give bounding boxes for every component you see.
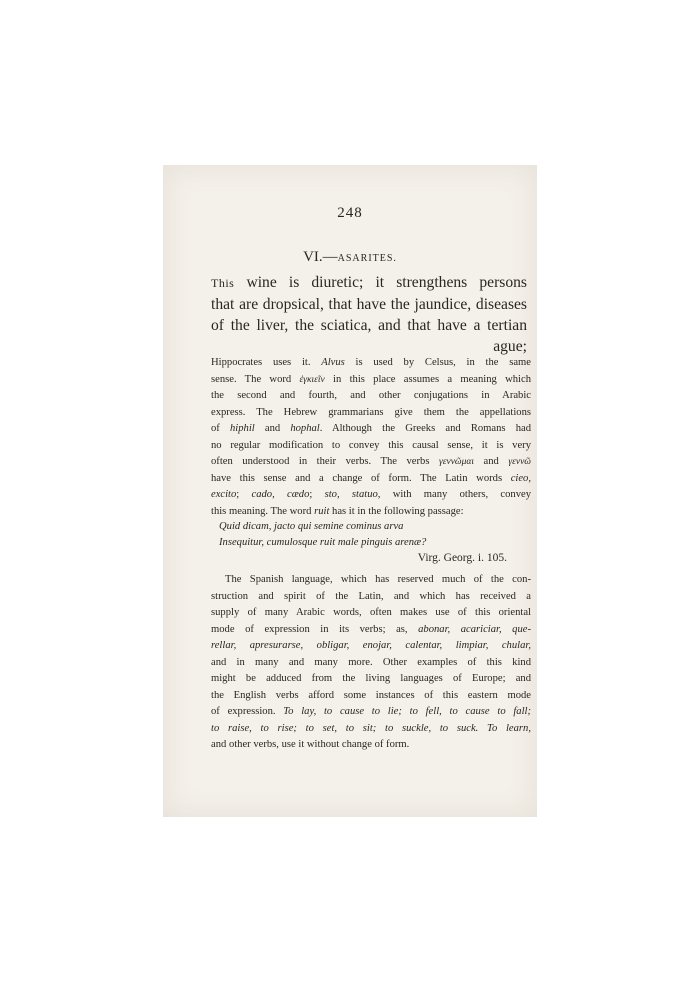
text-line <box>211 355 531 372</box>
text-run: often understood in their verbs. The verbs <box>211 456 439 467</box>
text-run: Hippocrates uses it. <box>211 357 322 368</box>
footnote-paragraph-1 <box>211 355 531 520</box>
text-run: might be adduced from the living languages of Europe; and <box>211 673 531 684</box>
text-line <box>211 688 531 705</box>
italic-run: hiphil <box>229 423 255 434</box>
text-line <box>211 737 531 754</box>
text-run: and in many and many more. Other examples of this kind <box>211 656 531 668</box>
text-run: express. The Hebrew grammarians give them the appellations <box>211 406 531 418</box>
greek-word: ἐγκιεῖν <box>299 374 325 385</box>
text-run: the English verbs afford some instances of this eastern mode <box>211 689 531 701</box>
footnote-paragraph-2 <box>211 572 531 754</box>
section-title: ASARITES. <box>337 253 397 264</box>
text-line <box>211 622 531 639</box>
text-run: the second and fourth, and other conjugations in Arabic <box>211 390 531 401</box>
text-line <box>211 605 531 622</box>
main-line: that are dropsical, that have the jaundice, diseases <box>211 296 527 313</box>
main-paragraph <box>211 272 527 357</box>
main-line: of the liver, the sciatica, and that have a tertian <box>211 317 527 334</box>
text-run: has it in the following passage: <box>329 505 464 517</box>
italic-run: sto, statuo, <box>324 489 381 500</box>
text-line <box>211 589 531 606</box>
italic-run: To learn, <box>487 722 531 734</box>
text-line <box>211 504 531 521</box>
text-run: have this sense and a change of form. The Latin words <box>211 472 511 484</box>
text-run: of expression. <box>211 706 284 717</box>
text-run: no regular modification to convey this causal sense, it is very <box>211 439 531 451</box>
italic-run: hophal <box>290 423 320 434</box>
text-run: supply of many Arabic words, often makes use of this oriental <box>211 607 531 618</box>
page-number: 248 <box>337 205 363 221</box>
text-line <box>211 372 531 389</box>
text-run <box>478 723 487 734</box>
quote-line: Quid dicam, jacto qui semine cominus arva <box>219 521 404 532</box>
text-run: is used by Celsus, in the same <box>344 357 531 368</box>
text-line <box>211 704 531 721</box>
greek-word: γεννῶ <box>508 457 531 467</box>
first-word: This <box>211 276 235 290</box>
quotation-source: Virg. Georg. i. 105. <box>417 552 507 564</box>
text-line <box>211 421 531 438</box>
text-line <box>211 721 531 738</box>
section-heading <box>163 249 537 266</box>
book-page <box>163 165 537 817</box>
text-run: ; <box>236 489 252 500</box>
text-run: sense. The word <box>211 373 300 385</box>
italic-run: Alvus <box>321 357 345 368</box>
text-run: with many others, convey <box>380 489 531 500</box>
text-line <box>211 572 531 589</box>
text-run: in this place assumes a meaning which <box>324 373 531 385</box>
italic-run: rellar, apresurarse, obligar, enojar, calentar, limpiar, chular, <box>211 640 531 651</box>
text-line <box>211 405 531 422</box>
italic-run: cieo, <box>510 472 531 484</box>
text-run: ; <box>309 489 325 500</box>
text-line <box>211 454 531 471</box>
greek-word: γεννῶμαι <box>438 457 475 467</box>
text-run: The Spanish language, which has reserved much of the con- <box>225 574 531 585</box>
main-line: ague; <box>493 338 527 355</box>
italic-run: ruit <box>314 505 330 517</box>
section-numeral: VI.— <box>303 249 338 265</box>
text-run: mode of expression in its verbs; as, <box>211 623 419 635</box>
italic-run: to raise, to rise; to set, to sit; to suckle, to suck. <box>211 722 479 734</box>
latin-quotation <box>219 519 519 551</box>
text-run: struction and spirit of the Latin, and which has received a <box>211 590 531 602</box>
text-line <box>211 388 531 405</box>
text-line <box>211 671 531 688</box>
text-run: and <box>254 423 291 434</box>
italic-run: abonar, acariciar, que- <box>418 623 531 635</box>
text-run: and other verbs, use it without change of form. <box>211 739 410 750</box>
italic-run: excito <box>211 489 237 500</box>
main-line: This wine is diuretic; it strengthens persons <box>211 274 527 291</box>
text-run: this meaning. The word <box>211 505 315 517</box>
text-line <box>211 655 531 672</box>
text-run: . Although the Greeks and Romans had <box>319 423 531 434</box>
text-run: of <box>211 423 230 434</box>
text-line <box>211 487 531 504</box>
italic-run: To lay, to cause to lie; to fell, to cause to fall; <box>283 706 532 717</box>
quote-line: Insequitur, cumulosque ruit male pinguis arenæ? <box>219 537 427 548</box>
text-line <box>211 638 531 655</box>
text-line <box>211 471 531 488</box>
italic-run: cado, cædo <box>251 489 310 500</box>
text-line <box>211 438 531 455</box>
text-run: and <box>474 456 509 467</box>
